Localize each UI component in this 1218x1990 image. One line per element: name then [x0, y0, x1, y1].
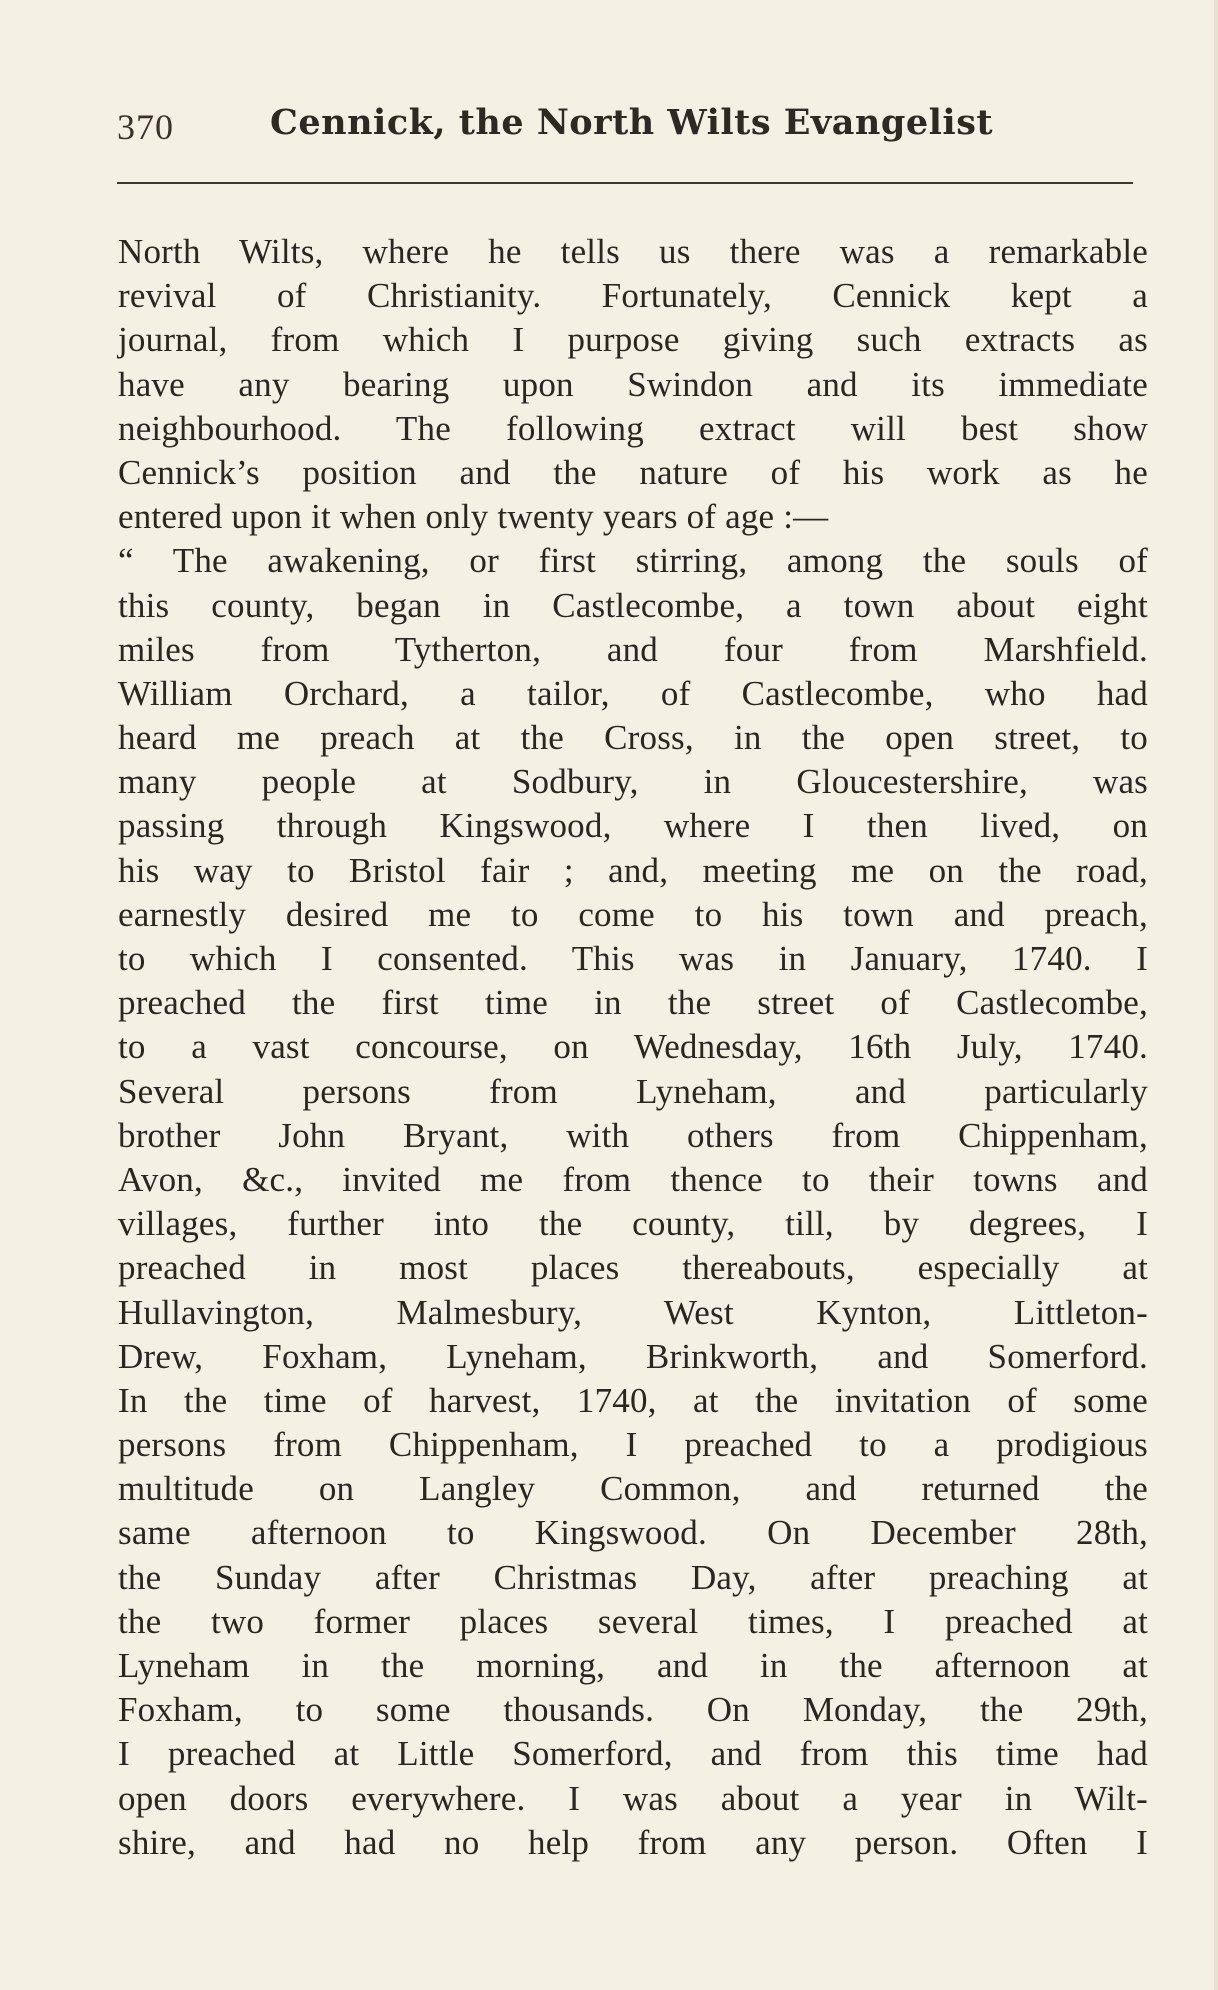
body-text: [118, 230, 1148, 1865]
text-line: “ The awakening, or first stirring, among the souls of: [118, 541, 1148, 581]
text-line: Lyneham in the morning, and in the afternoon at: [118, 1646, 1148, 1685]
text-line: many people at Sodbury, in Gloucestershire, was: [118, 762, 1148, 802]
text-line: William Orchard, a tailor, of Castlecombe, who had: [118, 673, 1148, 713]
text-line: revival of Christianity. Fortunately, Cennick kept a: [118, 276, 1148, 316]
text-line: the two former places several times, I preached at: [118, 1601, 1148, 1641]
text-line: open doors everywhere. I was about a year in Wilt-: [118, 1778, 1148, 1818]
text-line: heard me preach at the Cross, in the open street, to: [118, 718, 1148, 758]
text-line: shire, and had no help from any person. Often I: [118, 1822, 1148, 1862]
text-line: to which I consented. This was in January, 1740. I: [118, 939, 1148, 978]
text-line: to a vast concourse, on Wednesday, 16th July, 1740.: [118, 1027, 1148, 1067]
text-line: preached in most places thereabouts, especially at: [118, 1248, 1148, 1288]
page-number: 370: [117, 107, 174, 147]
text-line: I preached at Little Somerford, and from this time had: [118, 1734, 1148, 1774]
text-line: same afternoon to Kingswood. On December 28th,: [118, 1513, 1148, 1553]
text-line: the Sunday after Christmas Day, after preaching at: [118, 1557, 1148, 1597]
text-line: have any bearing upon Swindon and its immediate: [118, 364, 1148, 404]
text-line: passing through Kingswood, where I then lived, on: [118, 806, 1148, 846]
text-line: entered upon it when only twenty years of age :—: [118, 497, 829, 537]
text-line: preached the first time in the street of Castlecombe,: [118, 983, 1148, 1023]
text-line: Drew, Foxham, Lyneham, Brinkworth, and Somerford.: [118, 1336, 1148, 1376]
text-line: journal, from which I purpose giving such extracts as: [118, 320, 1148, 360]
text-line: Avon, &c., invited me from thence to their towns and: [118, 1159, 1148, 1199]
text-line: neighbourhood. The following extract will best show: [118, 408, 1148, 448]
running-head: [117, 102, 1133, 158]
text-line: miles from Tytherton, and four from Marshfield.: [118, 629, 1148, 669]
text-line: his way to Bristol fair ; and, meeting me on the road,: [118, 850, 1148, 890]
text-line: North Wilts, where he tells us there was a remarkable: [118, 232, 1148, 271]
text-line: multitude on Langley Common, and returned the: [118, 1469, 1148, 1509]
text-line: Several persons from Lyneham, and particularly: [118, 1071, 1148, 1111]
text-line: Foxham, to some thousands. On Monday, the 29th,: [118, 1690, 1148, 1730]
text-line: brother John Bryant, with others from Chippenham,: [118, 1115, 1148, 1155]
text-line: villages, further into the county, till, by degrees, I: [118, 1204, 1148, 1244]
running-title: Cennick, the North Wilts Evangelist: [270, 102, 994, 143]
text-line: this county, began in Castlecombe, a town about eight: [118, 585, 1148, 625]
header-rule: [117, 182, 1133, 184]
text-line: earnestly desired me to come to his town and preach,: [118, 894, 1148, 934]
text-line: In the time of harvest, 1740, at the invitation of some: [118, 1380, 1148, 1420]
page-edge-shade: [1214, 0, 1218, 1990]
text-line: Hullavington, Malmesbury, West Kynton, Littleton-: [118, 1292, 1148, 1332]
text-line: persons from Chippenham, I preached to a prodigious: [118, 1425, 1148, 1465]
text-line: Cennick’s position and the nature of his work as he: [118, 452, 1148, 492]
